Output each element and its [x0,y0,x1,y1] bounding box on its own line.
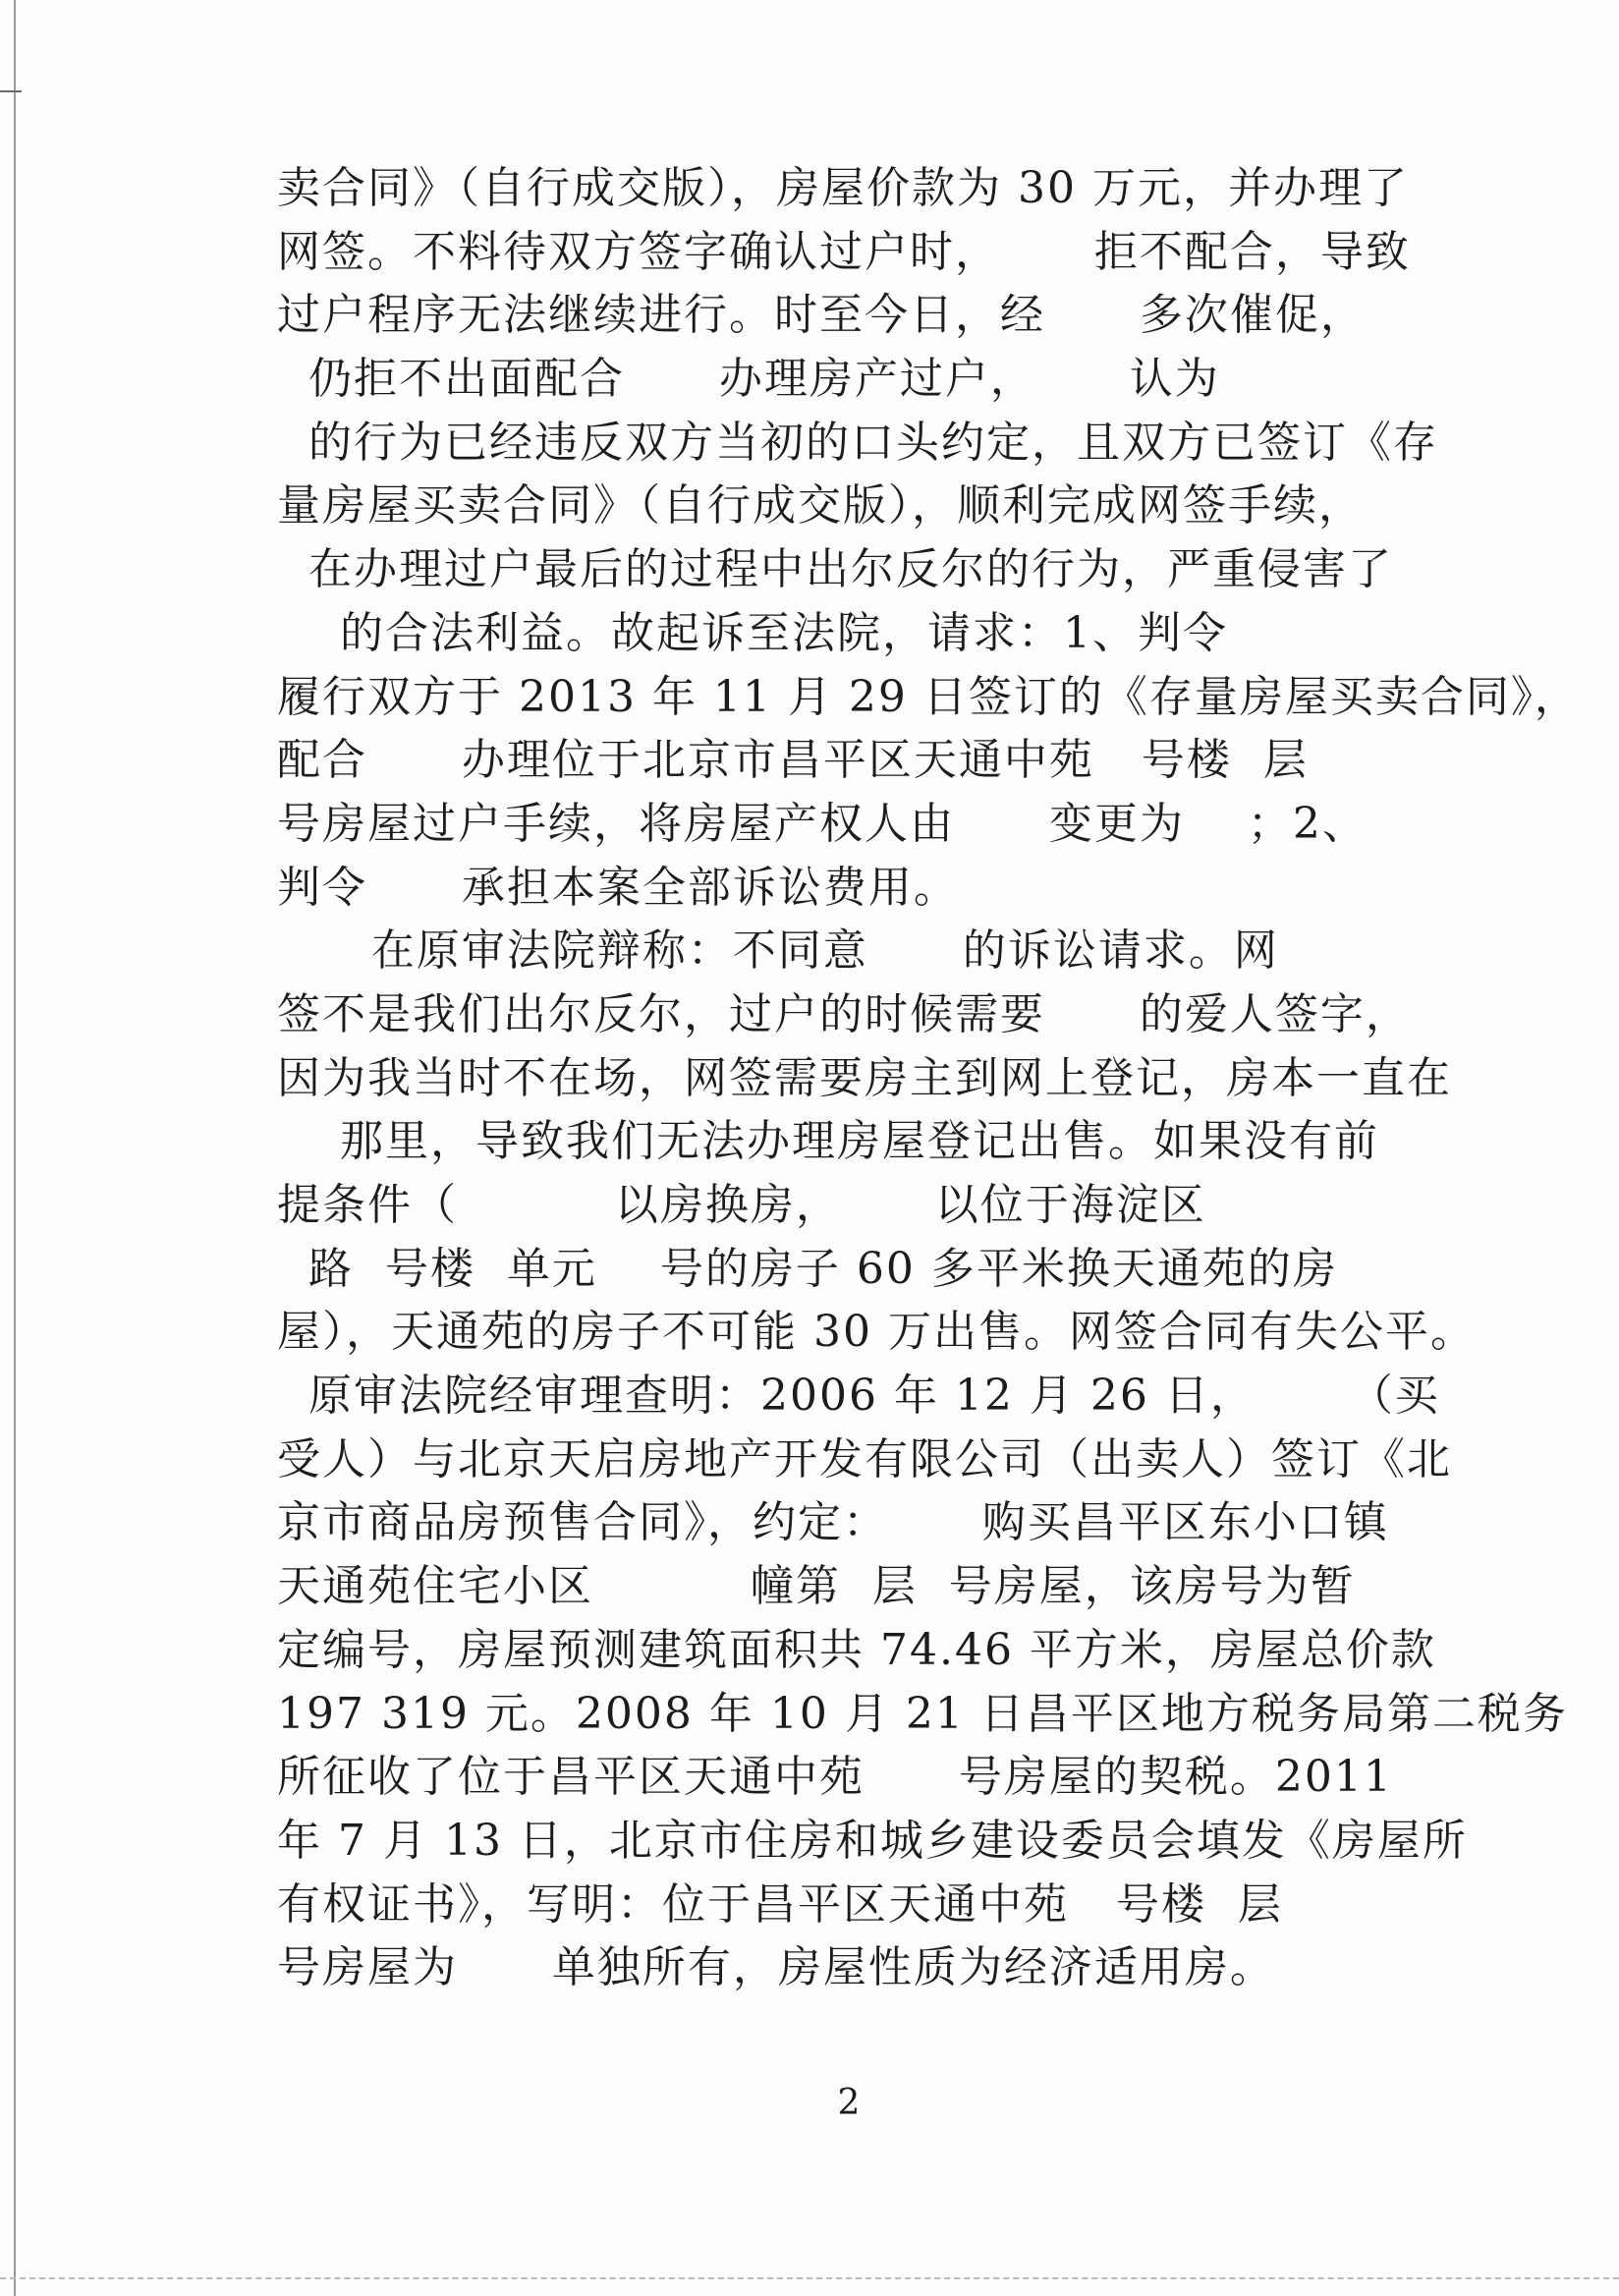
page-number: 2 [837,2083,861,2123]
bottom-edge [0,2277,1619,2279]
text-line: 京市商品房预售合同》，约定： 购买昌平区东小口镇 [277,1497,1389,1548]
text-line: 197 319 元。2008 年 10 月 21 日昌平区地方税务局第二税务 [277,1688,1568,1739]
text-line: 卖合同》（自行成交版），房屋价款为 30 万元，并办理了 [277,163,1409,213]
text-line: 路 号楼 单元 号的房子 60 多平米换天通苑的房 [277,1243,1338,1294]
edge-mark [0,90,22,92]
text-line: 原审法院经审理查明：2006 年 12 月 26 日， （买 [277,1371,1440,1422]
text-line: 判令 承担本案全部诉讼费用。 [277,862,959,913]
text-line: 的合法利益。故起诉至法院，请求：1、判令 [277,607,1228,658]
text-line: 签不是我们出尔反尔，过户的时候需要 的爱人签字， [277,988,1411,1039]
text-line: 有权证书》，写明：位于昌平区天通中苑 号楼 层 [277,1878,1283,1930]
text-line: 的行为已经违反双方当初的口头约定，且双方已签订《存 [277,417,1438,468]
text-line: 受人）与北京天启房地产开发有限公司（出卖人）签订《北 [277,1433,1452,1484]
binding-line [14,0,16,2296]
text-line: 号房屋过户手续，将房屋产权人由 变更为 ；2、 [277,798,1368,849]
text-line: 号房屋为 单独所有，房屋性质为经济适用房。 [277,1942,1275,1993]
text-line: 年 7 月 13 日，北京市住房和城乡建设委员会填发《房屋所 [277,1815,1468,1866]
text-line: 提条件（ 以房换房， 以位于海淀区 [277,1180,1206,1230]
text-line: 过户程序无法继续进行。时至今日，经 多次催促， [277,290,1366,341]
text-line: 履行双方于 2013 年 11 月 29 日签订的《存量房屋买卖合同》， [277,671,1580,722]
text-line: 量房屋买卖合同》（自行成交版），顺利完成网签手续， [277,480,1364,532]
text-line: 在原审法院辩称：不同意 的诉讼请求。网 [277,925,1279,977]
text-line: 仍拒不出面配合 办理房产过户， 认为 [277,354,1220,405]
text-line: 天通苑住宅小区 幢第 层 号房屋，该房号为暂 [277,1561,1356,1612]
text-line: 网签。不料待双方签字确认过户时， 拒不配合，导致 [277,226,1411,277]
text-line: 那里，导致我们无法办理房屋登记出售。如果没有前 [277,1116,1379,1167]
text-line: 因为我当时不在场，网签需要房主到网上登记，房本一直在 [277,1052,1452,1103]
document-body [277,157,1580,2000]
text-line: 定编号，房屋预测建筑面积共 74.46 平方米，房屋总价款 [277,1624,1436,1675]
text-line: 配合 办理位于北京市昌平区天通中苑 号楼 层 [277,735,1309,786]
text-line: 在办理过户最后的过程中出尔反尔的行为，严重侵害了 [277,544,1393,595]
text-line: 所征收了位于昌平区天通中苑 号房屋的契税。2011 [277,1752,1393,1803]
text-line: 屋），天通苑的房子不可能 30 万出售。网签合同有失公平。 [277,1307,1476,1358]
